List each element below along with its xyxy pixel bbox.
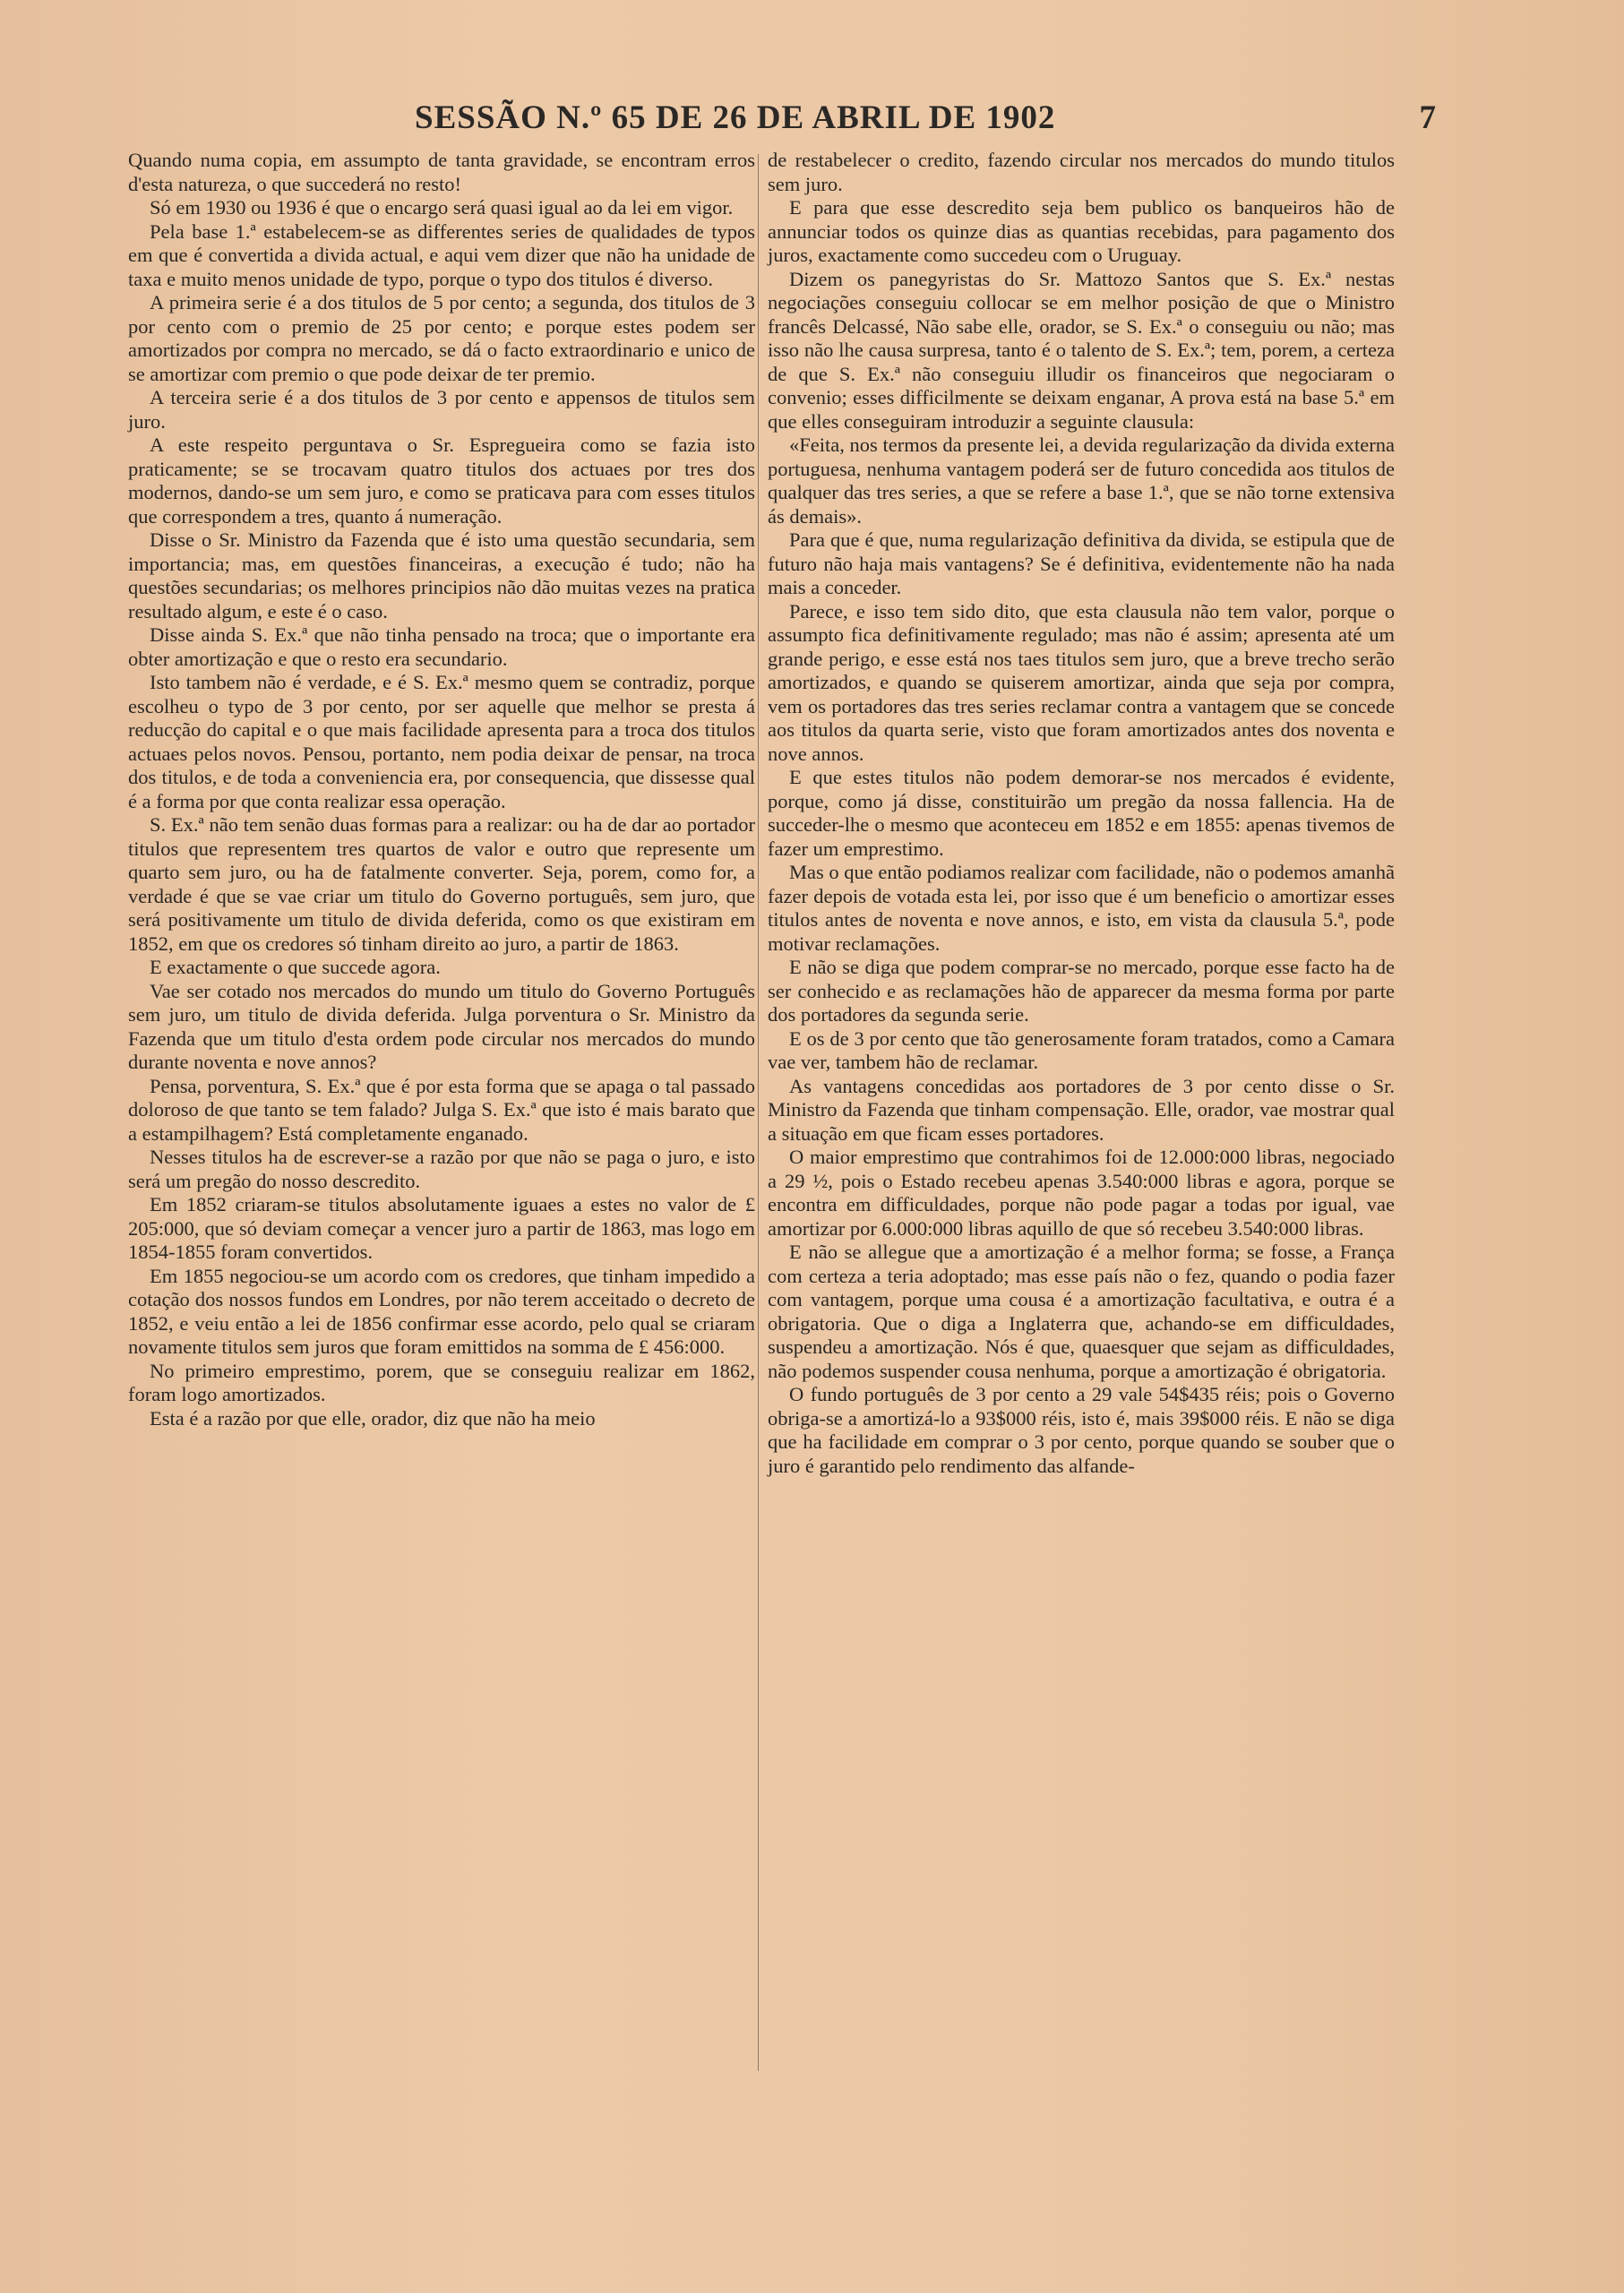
paragraph: Pela base 1.ª estabelecem-se as differentes series de qualidades de typos em que é convertida a divida actual, e aqui vem dizer que não ha unidade de taxa e muito menos unidade de typo, porque o typo dos titulos é diverso. (128, 219, 755, 290)
paragraph: E os de 3 por cento que tão generosamente foram tratados, como a Camara vae ver, tambem hão de reclamar. (768, 1026, 1395, 1073)
paragraph: Em 1855 negociou-se um acordo com os credores, que tinham impedido a cotação dos nossos fundos em Londres, por não terem acceitado o decreto de 1852, e veiu então a lei de 1856 confirmar esse acordo, pelo qual se criaram novamente titulos sem juros que foram emittidos na somma de £ 456:000. (128, 1264, 755, 1358)
paragraph: E não se allegue que a amortização é a melhor forma; se fosse, a França com certeza a teria adoptado; mas esse país não o fez, quando o podia fazer com vantagem, porque uma cousa é a amortização facultativa, e outra é a obrigatoria. Que o diga a Inglaterra que, achando-se em difficuldades, suspendeu a amortização. Nós é que, quaesquer que sejam as difficuldades, não podemos suspender cousa nenhuma, porque a amortização é obrigatoria. (768, 1241, 1395, 1382)
paragraph: E não se diga que podem comprar-se no mercado, porque esse facto ha de ser conhecido e as reclamações hão de apparecer da mesma forma por parte dos portadores da segunda serie. (768, 956, 1395, 1026)
paragraph: A terceira serie é a dos titulos de 3 por cento e appensos de titulos sem juro. (128, 386, 755, 433)
paragraph: Disse o Sr. Ministro da Fazenda que é isto uma questão secundaria, sem importancia; mas, em questões financeiras, a execução é tudo; não ha questões secundarias; os melhores principios não dão muitas vezes na pratica resultado algum, e este é o caso. (128, 528, 755, 623)
page-number: 7 (1419, 99, 1436, 136)
paragraph: O maior emprestimo que contrahimos foi de 12.000:000 libras, negociado a 29 ½, pois o Estado recebeu apenas 3.540:000 libras e agora, porque se encontra em difficuldades, porque não pode pagar a todas por igual, vae amortizar por 6.000:000 libras aquillo de que só recebeu 3.540:000 libras. (768, 1146, 1395, 1240)
paragraph: Parece, e isso tem sido dito, que esta clausula não tem valor, porque o assumpto fica definitivamente regulado; mas não é assim; apresenta até um grande perigo, e esse está nos taes titulos sem juro, que a breve trecho serão amortizados, e quando se quiserem amortizar, ainda que seja por compra, vem os portadores das tres series reclamar contra a vantagem que se concede aos titulos da quarta serie, visto que foram amortizados antes dos noventa e nove annos. (768, 599, 1395, 765)
paragraph: E que estes titulos não podem demorar-se nos mercados é evidente, porque, como já disse, constituirão um pregão da nossa fallencia. Ha de succeder-lhe o mesmo que aconteceu em 1852 e em 1855: apenas tivemos de fazer um emprestimo. (768, 766, 1395, 860)
paragraph: A primeira serie é a dos titulos de 5 por cento; a segunda, dos titulos de 3 por cento com o premio de 25 por cento; e porque estes podem ser amortizados por compra no mercado, se dá o facto extraordinario e unico de se amortizar com premio o que pode deixar de ter premio. (128, 291, 755, 385)
paragraph: Disse ainda S. Ex.ª que não tinha pensado na troca; que o importante era obter amortização e que o resto era secundario. (128, 623, 755, 670)
paragraph: Nesses titulos ha de escrever-se a razão por que não se paga o juro, e isto será um pregão do nosso descredito. (128, 1146, 755, 1192)
paragraph: «Feita, nos termos da presente lei, a devida regularização da divida externa portuguesa, nenhuma vantagem poderá ser de futuro concedida aos titulos de qualquer das tres series, a que se refere a base 1.ª, que se não torne extensiva ás demais». (768, 434, 1395, 528)
paragraph: Dizem os panegyristas do Sr. Mattozo Santos que S. Ex.ª nestas negociações conseguiu collocar se em melhor posição de que o Ministro francês Delcassé, Não sabe elle, orador, se S. Ex.ª o conseguiu ou não; mas isso não lhe causa surpresa, tanto é o talento de S. Ex.ª; tem, porem, a certeza de que S. Ex.ª não conseguiu illudir os financeiros que negociaram o convenio; esses difficilmente se deixam enganar, A prova está na base 5.ª em que elles conseguiram introduzir a seguinte clausula: (768, 267, 1395, 433)
paragraph: As vantagens concedidas aos portadores de 3 por cento disse o Sr. Ministro da Fazenda que tinham compensação. Elle, orador, vae mostrar qual a situação em que ficam esses portadores. (768, 1074, 1395, 1145)
left-column (128, 149, 755, 1430)
paragraph: Isto tambem não é verdade, e é S. Ex.ª mesmo quem se contradiz, porque escolheu o typo de 3 por cento, por ser aquelle que melhor se presta á reducção do capital e o que mais facilidade apresenta para a troca dos titulos actuaes pelos novos. Pensou, portanto, nem podia deixar de pensar, na troca dos titulos, e de toda a conveniencia era, por consequencia, que dissesse qual é a forma por que conta realizar essa operação. (128, 671, 755, 812)
page-header (128, 99, 1436, 143)
running-title: SESSÃO N.º 65 DE 26 DE ABRIL DE 1902 (415, 99, 1056, 136)
paragraph: Vae ser cotado nos mercados do mundo um titulo do Governo Português sem juro, um titulo de divida deferida. Julga porventura o Sr. Ministro da Fazenda que um titulo d'esta ordem pode circular nos mercados do mundo durante noventa e nove annos? (128, 979, 755, 1073)
paragraph: Quando numa copia, em assumpto de tanta gravidade, se encontram erros d'esta natureza, o que succederá no resto! (128, 149, 755, 195)
paragraph: Pensa, porventura, S. Ex.ª que é por esta forma que se apaga o tal passado doloroso de que tanto se tem falado? Julga S. Ex.ª que isto é mais barato que a estampilhagem? Está completamente enganado. (128, 1074, 755, 1145)
paragraph: Em 1852 criaram-se titulos absolutamente iguaes a estes no valor de £ 205:000, que só deviam começar a vencer juro a partir de 1863, mas logo em 1854-1855 foram convertidos. (128, 1193, 755, 1263)
paragraph: Esta é a razão por que elle, orador, diz que não ha meio (150, 1406, 596, 1430)
paragraph: E para que esse descredito seja bem publico os banqueiros hão de annunciar todos os quinze dias as quantias recebidas, para pagamento dos juros, exactamente como succedeu com o Uruguay. (768, 196, 1395, 266)
column-divider (758, 154, 759, 2071)
paragraph: Só em 1930 ou 1936 é que o encargo será quasi igual ao da lei em vigor. (150, 196, 734, 219)
paragraph: Para que é que, numa regularização definitiva da divida, se estipula que de futuro não haja mais vantagens? Se é definitiva, evidentemente não ha nada mais a conceder. (768, 528, 1395, 598)
paragraph: S. Ex.ª não tem senão duas formas para a realizar: ou ha de dar ao portador titulos que representem tres quartos de valor e outro que represente um quarto sem juro, ou ha de fatalmente converter. Seja, porem, como for, a verdade é que se vae criar um titulo do Governo português, sem juro, que será positivamente um titulo de divida deferida, como os que existiram em 1852, em que os credores só tinham direito ao juro, a partir de 1863. (128, 813, 755, 955)
paragraph: E exactamente o que succede agora. (150, 956, 441, 978)
paragraph: No primeiro emprestimo, porem, que se conseguiu realizar em 1862, foram logo amortizados. (128, 1359, 755, 1405)
paragraph: O fundo português de 3 por cento a 29 vale 54$435 réis; pois o Governo obriga-se a amortizá-lo a 93$000 réis, isto é, mais 39$000 réis. E não se diga que ha facilidade em comprar o 3 por cento, porque quando se souber que o juro é garantido pelo rendimento das alfande- (768, 1383, 1395, 1477)
paragraph: Mas o que então podiamos realizar com facilidade, não o podemos amanhã fazer depois de votada esta lei, por isso que é um beneficio o amortizar esses titulos antes de noventa e nove annos, e isto, em vista da clausula 5.ª, pode motivar reclamações. (768, 861, 1396, 955)
right-column (768, 149, 1395, 1478)
paragraph: A este respeito perguntava o Sr. Espregueira como se fazia isto praticamente; se se trocavam quatro titulos dos actuaes por tres dos modernos, dando-se um sem juro, e como se praticava para com esses titulos que correspondem a tres, quanto á numeração. (128, 434, 755, 528)
paragraph: de restabelecer o credito, fazendo circular nos mercados do mundo titulos sem juro. (768, 149, 1395, 195)
